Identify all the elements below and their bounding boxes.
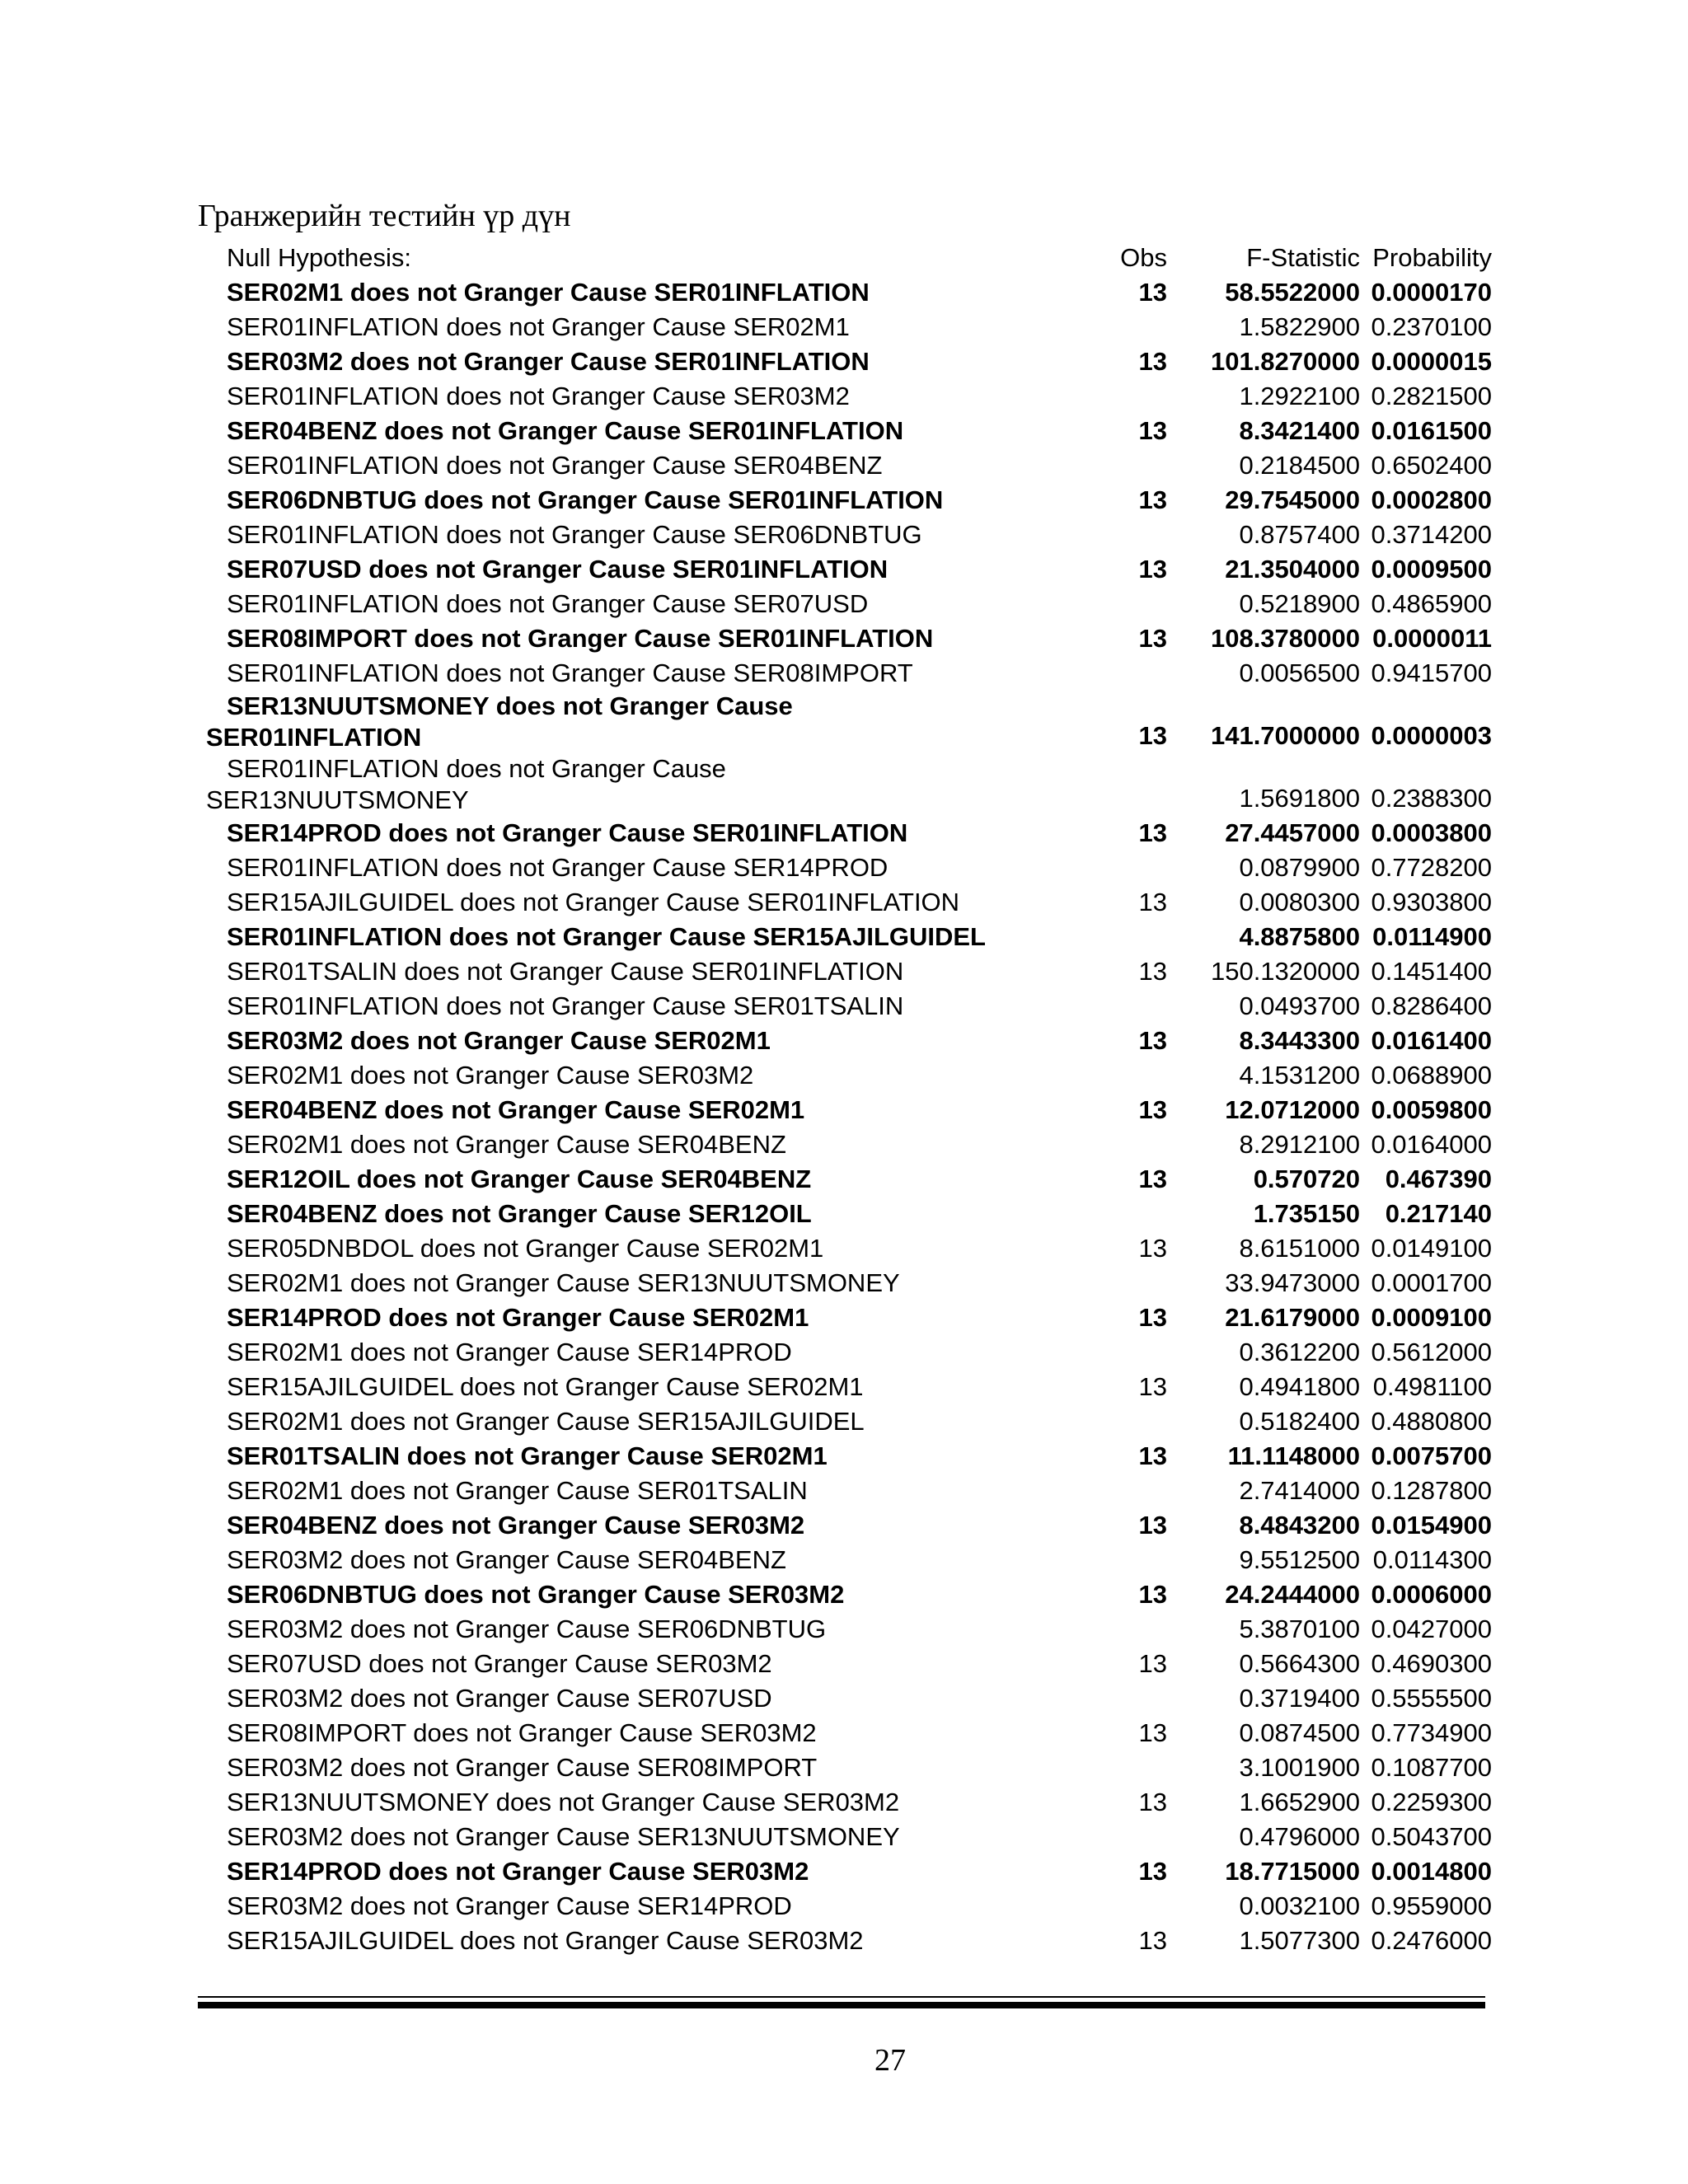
table-row <box>206 1508 1492 1543</box>
probability-cell: 0.7734900 <box>1371 1718 1492 1747</box>
obs-cell: 13 <box>1138 1857 1167 1886</box>
table-row <box>206 1127 1492 1162</box>
f-statistic-cell: 0.0032100 <box>1239 1891 1360 1920</box>
obs-cell <box>1060 753 1167 816</box>
footer-rule-thick <box>198 2002 1485 2008</box>
hypothesis-cell: SER15AJILGUIDEL does not Granger Cause SER03M2 <box>227 1926 864 1955</box>
section-title: Гранжерийн тестийн үр дүн <box>198 199 571 233</box>
f-statistic-cell: 0.5182400 <box>1239 1407 1360 1436</box>
f-statistic-cell: 0.0056500 <box>1239 658 1360 687</box>
table-row <box>206 954 1492 989</box>
probability-cell: 0.0164000 <box>1371 1130 1492 1159</box>
granger-results-table <box>206 241 1492 1958</box>
probability-cell: 0.0154900 <box>1371 1511 1492 1540</box>
table-row <box>206 310 1492 344</box>
obs-cell <box>1060 1058 1167 1093</box>
obs-cell: 13 <box>1138 1095 1167 1124</box>
obs-cell <box>1060 1750 1167 1785</box>
probability-cell: 0.1451400 <box>1371 957 1492 986</box>
f-statistic-cell: 0.4941800 <box>1239 1372 1360 1401</box>
obs-cell: 13 <box>1138 1372 1167 1401</box>
probability-cell: 0.7728200 <box>1371 853 1492 882</box>
obs-cell <box>1060 379 1167 414</box>
probability-cell: 0.4981100 <box>1372 1372 1492 1401</box>
obs-cell: 13 <box>1138 1788 1167 1816</box>
hypothesis-cell: SER01INFLATION does not Granger Cause SER15AJILGUIDEL <box>227 922 986 951</box>
hypothesis-cell: SER15AJILGUIDEL does not Granger Cause SER02M1 <box>227 1372 864 1401</box>
obs-cell <box>1060 851 1167 885</box>
table-row <box>206 448 1492 483</box>
hypothesis-cell: SER02M1 does not Granger Cause SER15AJILGUIDEL <box>227 1407 865 1436</box>
hypothesis-cell: SER13NUUTSMONEY does not Granger Cause SER03M2 <box>227 1788 900 1816</box>
table-row <box>206 1439 1492 1474</box>
probability-cell: 0.2388300 <box>1371 784 1492 813</box>
f-statistic-cell: 0.5664300 <box>1239 1649 1360 1678</box>
f-statistic-cell: 150.1320000 <box>1210 957 1360 986</box>
f-statistic-cell: 27.4457000 <box>1225 818 1360 847</box>
hypothesis-cell: SER01TSALIN does not Granger Cause SER02M1 <box>227 1441 828 1470</box>
probability-cell: 0.9415700 <box>1371 658 1492 687</box>
f-statistic-cell: 1.735150 <box>1253 1199 1360 1228</box>
f-statistic-cell: 1.5691800 <box>1239 784 1360 813</box>
f-statistic-cell: 0.2184500 <box>1239 451 1360 480</box>
f-statistic-cell: 4.1531200 <box>1239 1061 1360 1090</box>
f-statistic-cell: 0.0493700 <box>1239 991 1360 1020</box>
hypothesis-cell: SER03M2 does not Granger Cause SER02M1 <box>227 1026 771 1055</box>
table-row <box>206 691 1492 753</box>
obs-cell: 13 <box>1138 957 1167 986</box>
f-statistic-cell: 0.0874500 <box>1239 1718 1360 1747</box>
header-probability: Probability <box>1372 243 1492 272</box>
f-statistic-cell: 0.8757400 <box>1239 520 1360 549</box>
table-header-row <box>206 241 1492 275</box>
f-statistic-cell: 108.3780000 <box>1210 624 1360 653</box>
f-statistic-cell: 0.4796000 <box>1239 1822 1360 1851</box>
obs-cell: 13 <box>1138 818 1167 847</box>
hypothesis-cell: SER01INFLATION does not Granger Cause SER07USD <box>227 589 869 618</box>
obs-cell: 13 <box>1138 1165 1167 1193</box>
f-statistic-cell: 8.2912100 <box>1239 1130 1360 1159</box>
table-row <box>206 1889 1492 1924</box>
hypothesis-cell: SER04BENZ does not Granger Cause SER03M2 <box>227 1511 805 1540</box>
hypothesis-cell: SER08IMPORT does not Granger Cause SER03M2 <box>227 1718 817 1747</box>
probability-cell: 0.9303800 <box>1371 888 1492 916</box>
probability-cell: 0.0001700 <box>1371 1268 1492 1297</box>
f-statistic-cell: 2.7414000 <box>1239 1476 1360 1505</box>
f-statistic-cell: 1.2922100 <box>1239 382 1360 410</box>
probability-cell: 0.5043700 <box>1371 1822 1492 1851</box>
probability-cell: 0.0114300 <box>1372 1545 1492 1574</box>
table-row <box>206 414 1492 448</box>
hypothesis-cell: SER01INFLATION does not Granger Cause SER14PROD <box>227 853 889 882</box>
table-row <box>206 621 1492 656</box>
f-statistic-cell: 1.6652900 <box>1239 1788 1360 1816</box>
table-row <box>206 552 1492 587</box>
probability-cell: 0.0149100 <box>1371 1234 1492 1263</box>
table-row <box>206 1093 1492 1127</box>
f-statistic-cell: 8.6151000 <box>1239 1234 1360 1263</box>
hypothesis-cell: SER02M1 does not Granger Cause SER01TSALIN <box>227 1476 808 1505</box>
probability-cell: 0.4690300 <box>1371 1649 1492 1678</box>
table-row <box>206 1785 1492 1820</box>
table-row <box>206 1577 1492 1612</box>
probability-cell: 0.4880800 <box>1371 1407 1492 1436</box>
hypothesis-cell: SER14PROD does not Granger Cause SER03M2 <box>227 1857 809 1886</box>
table-row <box>206 885 1492 920</box>
probability-cell: 0.6502400 <box>1371 451 1492 480</box>
probability-cell: 0.2821500 <box>1371 382 1492 410</box>
obs-cell: 13 <box>1138 1580 1167 1609</box>
hypothesis-cell: SER15AJILGUIDEL does not Granger Cause SER01INFLATION <box>227 888 960 916</box>
obs-cell: 13 <box>1138 1511 1167 1540</box>
f-statistic-cell: 1.5822900 <box>1239 312 1360 341</box>
table-row <box>206 1854 1492 1889</box>
table-row <box>206 989 1492 1024</box>
obs-cell: 13 <box>1138 888 1167 916</box>
hypothesis-cell: SER03M2 does not Granger Cause SER06DNBTUG <box>227 1615 827 1643</box>
f-statistic-cell: 3.1001900 <box>1239 1753 1360 1782</box>
hypothesis-cell: SER04BENZ does not Granger Cause SER01INFLATION <box>227 416 904 445</box>
obs-cell <box>1060 920 1167 954</box>
obs-cell <box>1060 1335 1167 1370</box>
f-statistic-cell: 9.5512500 <box>1239 1545 1360 1574</box>
probability-cell: 0.3714200 <box>1371 520 1492 549</box>
probability-cell: 0.5555500 <box>1371 1684 1492 1713</box>
obs-cell: 13 <box>1138 1649 1167 1678</box>
footer-rule-thin <box>198 1996 1485 1998</box>
probability-cell: 0.9559000 <box>1371 1891 1492 1920</box>
probability-cell: 0.0006000 <box>1371 1580 1492 1609</box>
obs-cell: 13 <box>1138 1026 1167 1055</box>
table-row <box>206 1058 1492 1093</box>
hypothesis-cell: SER02M1 does not Granger Cause SER14PROD <box>227 1338 792 1366</box>
table-row <box>206 1681 1492 1716</box>
table-row <box>206 1301 1492 1335</box>
hypothesis-line-2: SER01INFLATION <box>206 723 422 752</box>
f-statistic-cell: 0.570720 <box>1253 1165 1360 1193</box>
obs-cell <box>1060 1543 1167 1577</box>
obs-cell: 13 <box>1138 278 1167 307</box>
hypothesis-cell: SER14PROD does not Granger Cause SER02M1 <box>227 1303 809 1332</box>
table-row <box>206 851 1492 885</box>
f-statistic-cell: 58.5522000 <box>1225 278 1360 307</box>
probability-cell: 0.8286400 <box>1371 991 1492 1020</box>
f-statistic-cell: 141.7000000 <box>1210 721 1360 750</box>
probability-cell: 0.1287800 <box>1371 1476 1492 1505</box>
hypothesis-cell: SER02M1 does not Granger Cause SER03M2 <box>227 1061 754 1090</box>
hypothesis-cell: SER01INFLATION does not Granger Cause SER08IMPORT <box>227 658 913 687</box>
obs-cell <box>1060 310 1167 344</box>
probability-cell: 0.0009100 <box>1371 1303 1492 1332</box>
f-statistic-cell: 5.3870100 <box>1239 1615 1360 1643</box>
probability-cell: 0.0688900 <box>1371 1061 1492 1090</box>
hypothesis-cell: SER03M2 does not Granger Cause SER14PROD <box>227 1891 792 1920</box>
table-row <box>206 1612 1492 1647</box>
obs-cell: 13 <box>1138 1234 1167 1263</box>
f-statistic-cell: 0.3612200 <box>1239 1338 1360 1366</box>
obs-cell: 13 <box>1138 1718 1167 1747</box>
table-row <box>206 587 1492 621</box>
hypothesis-cell: SER01INFLATION does not Granger Cause SER06DNBTUG <box>227 520 922 549</box>
probability-cell: 0.0161500 <box>1371 416 1492 445</box>
probability-cell: 0.2259300 <box>1371 1788 1492 1816</box>
hypothesis-line-1: SER13NUUTSMONEY does not Granger Cause <box>227 691 793 720</box>
hypothesis-cell: SER05DNBDOL does not Granger Cause SER02M1 <box>227 1234 824 1263</box>
hypothesis-cell: SER07USD does not Granger Cause SER01INFLATION <box>227 555 889 583</box>
obs-cell <box>1060 1127 1167 1162</box>
f-statistic-cell: 1.5077300 <box>1239 1926 1360 1955</box>
probability-cell: 0.0002800 <box>1371 485 1492 514</box>
hypothesis-cell: SER08IMPORT does not Granger Cause SER01INFLATION <box>227 624 934 653</box>
f-statistic-cell: 29.7545000 <box>1225 485 1360 514</box>
obs-cell <box>1060 1681 1167 1716</box>
f-statistic-cell: 33.9473000 <box>1225 1268 1360 1297</box>
table-row <box>206 1024 1492 1058</box>
probability-cell: 0.0000170 <box>1371 278 1492 307</box>
table-row <box>206 1820 1492 1854</box>
probability-cell: 0.1087700 <box>1371 1753 1492 1782</box>
table-row <box>206 920 1492 954</box>
table-row <box>206 1924 1492 1958</box>
table-row <box>206 379 1492 414</box>
obs-cell <box>1060 518 1167 552</box>
probability-cell: 0.0014800 <box>1371 1857 1492 1886</box>
probability-cell: 0.0009500 <box>1371 555 1492 583</box>
hypothesis-cell: SER03M2 does not Granger Cause SER13NUUTSMONEY <box>227 1822 900 1851</box>
hypothesis-cell: SER01INFLATION does not Granger Cause SER02M1 <box>227 312 850 341</box>
obs-cell <box>1060 656 1167 691</box>
f-statistic-cell: 24.2444000 <box>1225 1580 1360 1609</box>
obs-cell <box>1060 1820 1167 1854</box>
probability-cell: 0.4865900 <box>1371 589 1492 618</box>
obs-cell <box>1060 587 1167 621</box>
hypothesis-cell: SER14PROD does not Granger Cause SER01INFLATION <box>227 818 908 847</box>
table-body <box>206 275 1492 1958</box>
obs-cell: 13 <box>1138 1926 1167 1955</box>
hypothesis-cell: SER03M2 does not Granger Cause SER04BENZ <box>227 1545 786 1574</box>
hypothesis-cell: SER03M2 does not Granger Cause SER08IMPORT <box>227 1753 818 1782</box>
table-row <box>206 656 1492 691</box>
table-row <box>206 816 1492 851</box>
hypothesis-cell: SER06DNBTUG does not Granger Cause SER03M2 <box>227 1580 845 1609</box>
hypothesis-cell: SER04BENZ does not Granger Cause SER02M1 <box>227 1095 805 1124</box>
probability-cell: 0.217140 <box>1385 1199 1492 1228</box>
table-row <box>206 1162 1492 1197</box>
hypothesis-cell: SER02M1 does not Granger Cause SER04BENZ <box>227 1130 786 1159</box>
hypothesis-cell: SER02M1 does not Granger Cause SER13NUUTSMONEY <box>227 1268 900 1297</box>
table-row <box>206 344 1492 379</box>
obs-cell <box>1060 1404 1167 1439</box>
hypothesis-cell: SER12OIL does not Granger Cause SER04BENZ <box>227 1165 812 1193</box>
f-statistic-cell: 8.3421400 <box>1239 416 1360 445</box>
hypothesis-cell: SER02M1 does not Granger Cause SER01INFLATION <box>227 278 870 307</box>
obs-cell: 13 <box>1138 347 1167 376</box>
probability-cell: 0.0427000 <box>1371 1615 1492 1643</box>
header-null-hypothesis: Null Hypothesis: <box>227 243 411 272</box>
probability-cell: 0.0003800 <box>1371 818 1492 847</box>
probability-cell: 0.467390 <box>1385 1165 1492 1193</box>
hypothesis-cell: SER01INFLATION does not Granger Cause SER01TSALIN <box>227 991 904 1020</box>
table-row <box>206 1266 1492 1301</box>
f-statistic-cell: 0.5218900 <box>1239 589 1360 618</box>
hypothesis-cell: SER03M2 does not Granger Cause SER07USD <box>227 1684 772 1713</box>
probability-cell: 0.5612000 <box>1371 1338 1492 1366</box>
table-row <box>206 753 1492 816</box>
f-statistic-cell: 0.0879900 <box>1239 853 1360 882</box>
probability-cell: 0.0000015 <box>1371 347 1492 376</box>
f-statistic-cell: 18.7715000 <box>1225 1857 1360 1886</box>
table-row <box>206 1647 1492 1681</box>
obs-cell <box>1060 989 1167 1024</box>
f-statistic-cell: 11.1148000 <box>1227 1441 1360 1470</box>
hypothesis-cell: SER06DNBTUG does not Granger Cause SER01INFLATION <box>227 485 944 514</box>
hypothesis-cell <box>206 691 1060 753</box>
hypothesis-cell: SER07USD does not Granger Cause SER03M2 <box>227 1649 772 1678</box>
header-f-statistic: F-Statistic <box>1246 243 1360 272</box>
f-statistic-cell: 12.0712000 <box>1225 1095 1360 1124</box>
obs-cell: 13 <box>1138 1441 1167 1470</box>
hypothesis-cell <box>206 753 1060 816</box>
table-row <box>206 1404 1492 1439</box>
table-row <box>206 1231 1492 1266</box>
probability-cell: 0.0114900 <box>1372 922 1492 951</box>
table-row <box>206 1335 1492 1370</box>
obs-cell <box>1060 1889 1167 1924</box>
table-row <box>206 1370 1492 1404</box>
obs-cell <box>1060 448 1167 483</box>
f-statistic-cell: 21.3504000 <box>1225 555 1360 583</box>
obs-cell <box>1060 1474 1167 1508</box>
obs-cell: 13 <box>1138 1303 1167 1332</box>
table-row <box>206 1474 1492 1508</box>
obs-cell: 13 <box>1138 416 1167 445</box>
probability-cell: 0.0000011 <box>1372 624 1492 653</box>
probability-cell: 0.0075700 <box>1371 1441 1492 1470</box>
obs-cell <box>1060 1197 1167 1231</box>
f-statistic-cell: 0.0080300 <box>1239 888 1360 916</box>
f-statistic-cell: 4.8875800 <box>1239 922 1360 951</box>
hypothesis-cell: SER01INFLATION does not Granger Cause SER04BENZ <box>227 451 883 480</box>
hypothesis-cell: SER04BENZ does not Granger Cause SER12OIL <box>227 1199 812 1228</box>
table-row <box>206 518 1492 552</box>
probability-cell: 0.0000003 <box>1371 721 1492 750</box>
obs-cell: 13 <box>1138 721 1167 750</box>
f-statistic-cell: 101.8270000 <box>1210 347 1360 376</box>
table-row <box>206 1543 1492 1577</box>
probability-cell: 0.2370100 <box>1371 312 1492 341</box>
hypothesis-cell: SER01INFLATION does not Granger Cause SER03M2 <box>227 382 850 410</box>
f-statistic-cell: 8.3443300 <box>1239 1026 1360 1055</box>
hypothesis-cell: SER03M2 does not Granger Cause SER01INFLATION <box>227 347 870 376</box>
table-row <box>206 1197 1492 1231</box>
f-statistic-cell: 8.4843200 <box>1239 1511 1360 1540</box>
f-statistic-cell: 0.3719400 <box>1239 1684 1360 1713</box>
header-obs: Obs <box>1120 243 1167 272</box>
table-row <box>206 1716 1492 1750</box>
hypothesis-line-1: SER01INFLATION does not Granger Cause <box>227 754 726 783</box>
table-row <box>206 275 1492 310</box>
page-number: 27 <box>874 2043 906 2078</box>
obs-cell: 13 <box>1138 555 1167 583</box>
probability-cell: 0.0161400 <box>1371 1026 1492 1055</box>
obs-cell: 13 <box>1138 485 1167 514</box>
hypothesis-line-2: SER13NUUTSMONEY <box>206 785 469 814</box>
probability-cell: 0.2476000 <box>1371 1926 1492 1955</box>
table-row <box>206 1750 1492 1785</box>
table-row <box>206 483 1492 518</box>
obs-cell <box>1060 1266 1167 1301</box>
f-statistic-cell: 21.6179000 <box>1225 1303 1360 1332</box>
obs-cell: 13 <box>1138 624 1167 653</box>
hypothesis-cell: SER01TSALIN does not Granger Cause SER01INFLATION <box>227 957 904 986</box>
probability-cell: 0.0059800 <box>1371 1095 1492 1124</box>
obs-cell <box>1060 1612 1167 1647</box>
